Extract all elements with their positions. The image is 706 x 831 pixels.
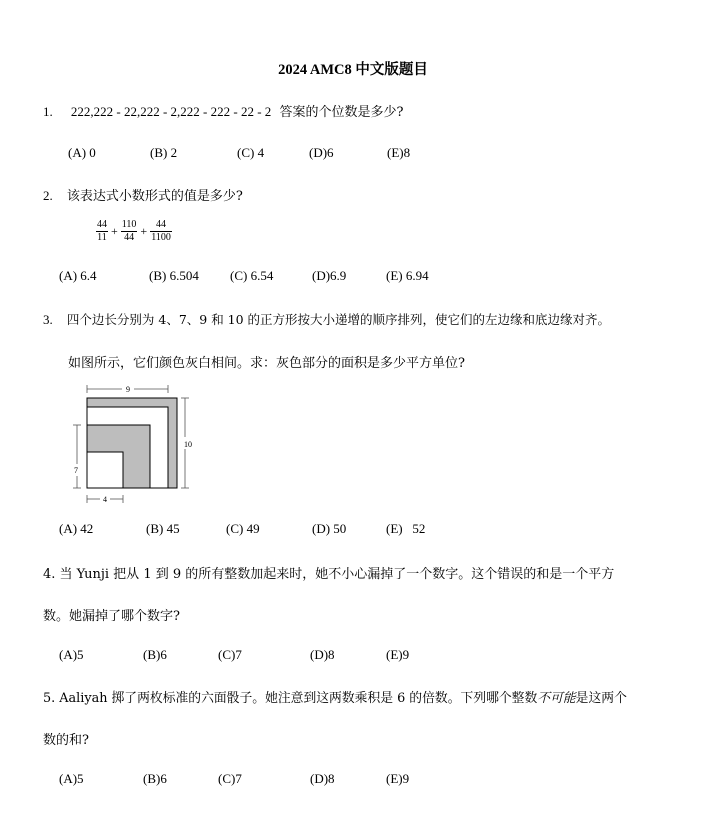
fraction-2: $\frac{110}{44}$: [121, 219, 137, 243]
question-expression: 222,222 - 22,222 - 2,222 - 222 - 22 - 2: [70, 104, 272, 119]
option-b: (B) 6.504: [149, 268, 199, 283]
question-text: 答案的个位数是多少?: [279, 105, 404, 120]
question-4: 4. 当 Yunji 把从 1 到 9 的所有整数加起来时，她不小心漏掉了一个数字。这个错误的和是一个平方: [43, 567, 615, 582]
option-a: (A) 0: [68, 145, 96, 160]
option-e: (E)9: [386, 647, 410, 662]
option-c: (C)7: [218, 771, 242, 786]
question-text-end: 是这两个: [575, 691, 627, 706]
option-b: (B) 45: [146, 521, 180, 536]
square-4: [87, 452, 123, 488]
option-d: (D)6: [309, 145, 334, 160]
label-left: 7: [74, 466, 78, 475]
option-d: (D)6.9: [312, 268, 347, 283]
option-b: (B)6: [143, 771, 167, 786]
label-right: 10: [184, 440, 192, 449]
option-e: (E) 52: [386, 521, 426, 536]
option-a: (A)5: [59, 771, 84, 786]
question-text: 四个边长分别为 4、7、9 和 10 的正方形按大小递增的顺序排列，使它们的左边缘和底边缘对齐。: [66, 312, 611, 327]
fraction-3: $\frac{44}{1100}$: [151, 219, 171, 243]
question-text: 该表达式小数形式的值是多少?: [66, 189, 243, 204]
question-2: [43, 185, 243, 204]
squares-figure: [66, 381, 196, 507]
question-text: 5. Aaliyah 掷了两枚标准的六面骰子。她注意到这两数乘积是 6 的倍数。下列哪个整数: [43, 691, 538, 706]
option-e: (E)9: [386, 771, 410, 786]
option-e: (E) 6.94: [386, 268, 429, 283]
plus-sign: +: [111, 223, 118, 238]
question-5: [43, 687, 627, 706]
question-1: [43, 101, 403, 120]
question-number: 1.: [43, 104, 53, 119]
fraction-expression: [96, 219, 172, 243]
option-a: (A) 6.4: [59, 268, 97, 283]
option-b: (B)6: [143, 647, 167, 662]
page-title: 2024 AMC8 中文版题目: [278, 62, 428, 78]
option-c: (C) 4: [237, 145, 265, 160]
question-3: [43, 310, 610, 328]
option-a: (A)5: [59, 647, 84, 662]
option-b: (B) 2: [150, 145, 178, 160]
option-c: (C) 49: [226, 521, 260, 536]
option-a: (A) 42: [59, 521, 94, 536]
fraction-1: $\frac{44}{11}$: [97, 219, 107, 243]
question-text-line2: 如图所示，它们颜色灰白相间。求：灰色部分的面积是多少平方单位?: [68, 356, 465, 371]
question-text-line2: 数的和?: [43, 733, 89, 748]
label-top: 9: [126, 385, 130, 394]
plus-sign: +: [140, 223, 148, 238]
option-d: (D) 50: [312, 521, 347, 536]
question-number: 2.: [43, 188, 53, 203]
option-d: (D)8: [310, 647, 335, 662]
question-text-line2: 数。她漏掉了哪个数字?: [43, 609, 180, 624]
emphasis-text: 不可能: [537, 691, 576, 706]
option-e: (E)8: [387, 145, 411, 160]
label-bottom: 4: [103, 495, 107, 504]
option-d: (D)8: [310, 771, 335, 786]
question-number: 3.: [43, 312, 53, 327]
option-c: (C)7: [218, 647, 242, 662]
option-c: (C) 6.54: [230, 268, 274, 283]
